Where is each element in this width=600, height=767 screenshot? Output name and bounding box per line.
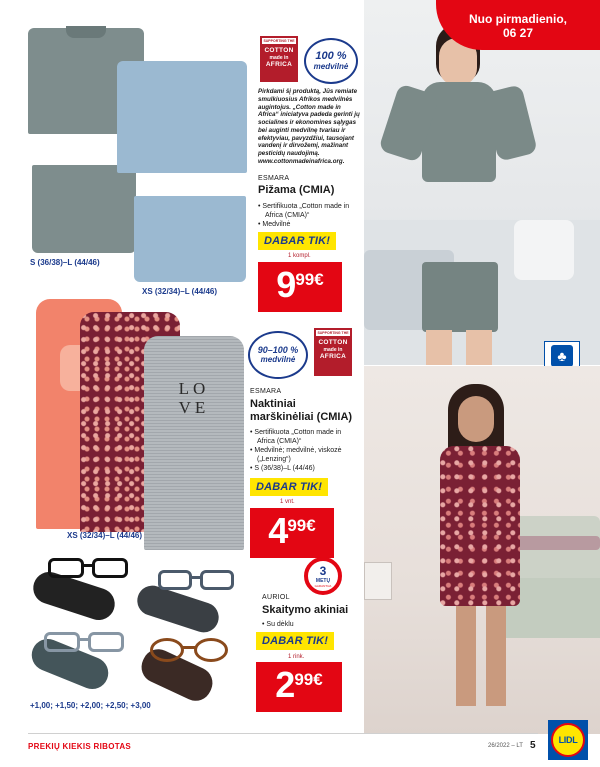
cmia-line2: made in: [269, 54, 289, 61]
price-cents: 99: [294, 670, 314, 689]
nightshirt-price: [250, 508, 334, 558]
pyjama-model-photo: [364, 0, 600, 365]
pyjama-collar: [66, 26, 106, 38]
reading-glasses-grey: [158, 568, 248, 594]
cmia-line1: COTTON: [264, 47, 294, 55]
pyjama-sizes-right: XS (32/34)–L (44/46): [142, 287, 218, 296]
bullet-item: • Sertifikuota „Cotton made in Africa (CMIA)“: [250, 429, 342, 446]
bullet-item: • Sertifikuota „Cotton made in Africa (CMIA)“: [258, 203, 350, 220]
price-unit: 1 vnt.: [280, 499, 295, 505]
deal-label: DABAR TIK!: [250, 478, 328, 496]
reading-glasses-clear: [44, 630, 136, 656]
nightshirt-model-photo: [364, 366, 600, 734]
date-line1: Nuo pirmadienio,: [468, 12, 567, 26]
nightshirt-bullets: [250, 428, 360, 473]
pyjama-bullets: [258, 202, 362, 229]
lidl-logo-text: LIDL: [558, 735, 578, 745]
pyjama-price: [258, 262, 342, 312]
pyjama-shirt-lightblue: [117, 61, 247, 173]
reading-glasses-tortoise: [150, 636, 242, 666]
lidl-logo: [548, 720, 588, 760]
nightshirt-brand: ESMARA: [250, 388, 282, 395]
tree-icon: ♣: [551, 345, 573, 367]
price-currency: €: [313, 670, 323, 689]
warranty-word: METŲ: [315, 578, 331, 584]
nightshirt-grey: [144, 336, 244, 550]
footer-page-number: 5: [530, 740, 536, 751]
price-main: 4: [268, 510, 288, 551]
badge-material: medvilnė: [260, 354, 296, 364]
cotton-percent-badge: [248, 331, 308, 379]
nightshirt-name-line1: Naktiniai: [250, 398, 296, 410]
cmia-line1: COTTON: [318, 339, 348, 347]
pyjama-sizes-left: S (36/38)–L (44/46): [30, 258, 100, 267]
badge-percent: 90–100 %: [257, 345, 299, 356]
footer-divider: [28, 733, 538, 734]
price-currency: €: [306, 516, 316, 535]
cmia-line3: AFRICA: [265, 60, 293, 68]
cmia-description: Pirkdami šį produktą, Jūs remiate smulkiuosius Afrikos medvilnės augintojus. „Cotton made in Africa“ iniciatyva padeda gerinti jų socialines ir ekonomines sąlygas bei auginti medvilnę tvariau ir efektyviau, pavyzdžiui, tausojant vandenį ir dirvožemį, mažinant pesticidų naudojimą. www.cottonmadeinafrica.org.: [258, 88, 360, 165]
warranty-badge: [304, 557, 342, 595]
cmia-line3: AFRICA: [319, 352, 347, 360]
badge-percent: 100 %: [315, 50, 347, 63]
price-main: 2: [275, 664, 295, 705]
footer-limited-stock: PREKIŲ KIEKIS RIBOTAS: [28, 742, 132, 751]
date-banner: [436, 0, 600, 50]
pyjama-name: Pižama (CMIA): [258, 184, 335, 196]
glasses-price: [256, 662, 342, 712]
warranty-years: 3: [319, 564, 327, 578]
bullet-item: • S (36/38)–L (44/46): [250, 465, 315, 473]
date-line2: 06 27: [502, 26, 534, 40]
warranty-ring: GARANTIJA: [314, 584, 332, 588]
cmia-logo-pyjama: [260, 36, 298, 82]
price-unit: 1 rink.: [288, 654, 305, 660]
nightshirt-love-print: LOVE: [178, 379, 210, 417]
price-cents: 99: [295, 270, 315, 289]
cmia-header: SUPPORTING THE: [317, 331, 349, 335]
nightshirt-sizes: XS (32/34)–L (44/46): [67, 531, 143, 540]
cmia-header: SUPPORTING THE: [263, 39, 295, 43]
cotton-percent-badge: [304, 38, 358, 84]
cmia-logo-nightshirt: [314, 328, 352, 376]
pyjama-brand: ESMARA: [258, 175, 290, 182]
badge-material: medvilnė: [313, 61, 349, 71]
cmia-line2: made in: [323, 346, 343, 353]
bullet-item: • Medvilnė: [258, 221, 291, 229]
price-currency: €: [314, 270, 324, 289]
glasses-brand: AURIOL: [262, 594, 290, 601]
glasses-bullets: [262, 620, 358, 629]
bullet-item: • Medvilnė; medvilnė, viskozė („Lenzing“): [250, 447, 342, 464]
pyjama-shorts-lightblue: [134, 196, 246, 282]
nightshirt-name-line2: marškinėliai (CMIA): [250, 411, 353, 423]
reading-glasses-black: [48, 556, 140, 582]
deal-label: DABAR TIK!: [256, 632, 334, 650]
bullet-item: • Su dėklu: [262, 621, 294, 628]
footer-issue: 26/2022 – LT: [488, 743, 523, 749]
deal-label: DABAR TIK!: [258, 232, 336, 250]
price-main: 9: [276, 264, 296, 305]
glasses-diopters: +1,00; +1,50; +2,00; +2,50; +3,00: [30, 701, 151, 710]
glasses-name: Skaitymo akiniai: [262, 604, 349, 616]
price-cents: 99: [287, 516, 307, 535]
price-unit: 1 kompl.: [288, 253, 311, 259]
pyjama-shorts-grey: [32, 165, 136, 253]
